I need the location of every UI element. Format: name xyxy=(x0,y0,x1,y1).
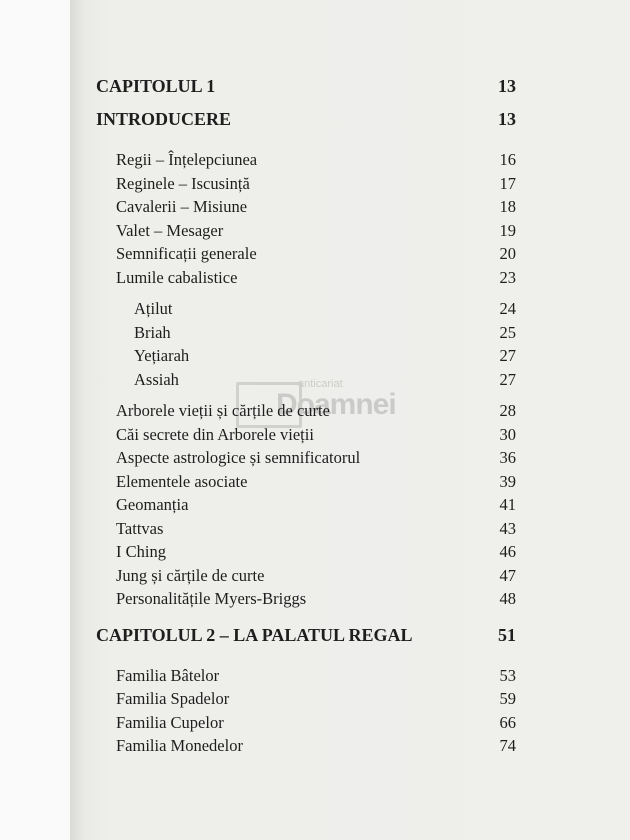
toc-page-number: 46 xyxy=(499,542,516,561)
toc-title: Căi secrete din Arborele vieții xyxy=(116,424,314,444)
toc-title: I Ching xyxy=(116,542,166,561)
toc-page-number: 24 xyxy=(499,299,516,318)
toc-page-number: 41 xyxy=(499,495,516,514)
toc-page-number: 16 xyxy=(499,150,516,169)
toc-page-number: 28 xyxy=(499,401,516,420)
toc-entry-row xyxy=(96,689,516,713)
toc-entry-row xyxy=(96,736,516,760)
toc-title: Briah xyxy=(134,322,171,342)
toc-title: Cavalerii – Misiune xyxy=(116,197,248,216)
toc-page-number: 66 xyxy=(499,712,516,732)
toc-entry-row xyxy=(96,221,516,245)
toc-page-number: 27 xyxy=(499,346,516,365)
toc-title: Aspecte astrologice și semnificatorul xyxy=(116,448,361,467)
toc-entry-row xyxy=(96,150,516,174)
toc-page-number: 13 xyxy=(498,109,516,129)
toc-entry-row xyxy=(96,566,516,590)
toc-title: INTRODUCERE xyxy=(96,109,232,129)
toc-page-number: 43 xyxy=(499,518,516,538)
toc-page-number: 53 xyxy=(499,665,516,685)
toc-entry-row xyxy=(96,713,516,737)
toc-title: Ațilut xyxy=(134,299,173,318)
watermark-small-text: anticariat xyxy=(298,378,343,390)
toc-entry-row xyxy=(96,589,516,613)
toc-title: Arborele vieții și cărțile de curte xyxy=(116,401,330,420)
toc-page-number: 47 xyxy=(499,565,516,585)
toc-title: CAPITOLUL 2 – LA PALATUL REGAL xyxy=(96,624,413,645)
toc-entry-row xyxy=(96,244,516,268)
toc-title: Familia Cupelor xyxy=(116,712,224,732)
table-of-contents xyxy=(96,76,516,760)
toc-page-number: 13 xyxy=(498,76,516,96)
toc-chapter-row xyxy=(96,109,516,142)
toc-entry-row xyxy=(96,472,516,496)
toc-title: Geomanția xyxy=(116,495,189,514)
toc-title: Familia Bâtelor xyxy=(116,665,220,685)
toc-page-number: 18 xyxy=(499,197,516,216)
toc-title: Regii – Înțelepciunea xyxy=(116,150,258,169)
toc-entry-row xyxy=(96,401,516,425)
toc-title: Familia Monedelor xyxy=(116,736,243,755)
toc-entry-row xyxy=(96,495,516,519)
toc-title: Yețiarah xyxy=(134,346,190,365)
toc-entry-row xyxy=(96,425,516,449)
toc-title: CAPITOLUL 1 xyxy=(96,76,216,96)
toc-entry-row xyxy=(96,448,516,472)
toc-page-number: 27 xyxy=(499,369,516,389)
background-left xyxy=(0,0,70,840)
toc-entry-row xyxy=(96,299,516,323)
toc-entry-row xyxy=(96,666,516,690)
toc-title: Semnificații generale xyxy=(116,244,257,263)
toc-entry-row xyxy=(96,542,516,566)
toc-title: Tattvas xyxy=(116,518,164,538)
toc-entry-row xyxy=(96,174,516,198)
toc-page-number: 39 xyxy=(499,471,516,491)
toc-page-number: 20 xyxy=(499,244,516,263)
toc-entry-row xyxy=(96,268,516,292)
toc-title: Valet – Mesager xyxy=(116,220,224,240)
toc-title: Jung și cărțile de curte xyxy=(116,565,265,585)
toc-page-number: 23 xyxy=(499,267,516,287)
toc-entry-row xyxy=(96,370,516,394)
toc-chapter-row xyxy=(96,625,516,658)
toc-page-number: 51 xyxy=(498,624,516,645)
toc-title: Lumile cabalistice xyxy=(116,267,238,287)
toc-entry-row xyxy=(96,197,516,221)
watermark-big-text: Doamnei xyxy=(276,388,396,421)
toc-entry-row xyxy=(96,519,516,543)
toc-title: Elementele asociate xyxy=(116,471,248,491)
toc-page-number: 30 xyxy=(499,424,516,444)
toc-title: Assiah xyxy=(134,369,179,389)
toc-page-number: 19 xyxy=(499,220,516,240)
toc-page-number: 74 xyxy=(499,736,516,755)
toc-entry-row xyxy=(96,346,516,370)
toc-page-number: 48 xyxy=(499,589,516,608)
toc-entry-row xyxy=(96,323,516,347)
toc-chapter-row xyxy=(96,76,516,109)
toc-page-number: 25 xyxy=(499,322,516,342)
toc-page-number: 59 xyxy=(499,689,516,708)
toc-page-number: 17 xyxy=(499,173,516,193)
toc-page-number: 36 xyxy=(499,448,516,467)
toc-title: Familia Spadelor xyxy=(116,689,230,708)
toc-title: Reginele – Iscusință xyxy=(116,173,250,193)
toc-title: Personalitățile Myers-Briggs xyxy=(116,589,307,608)
